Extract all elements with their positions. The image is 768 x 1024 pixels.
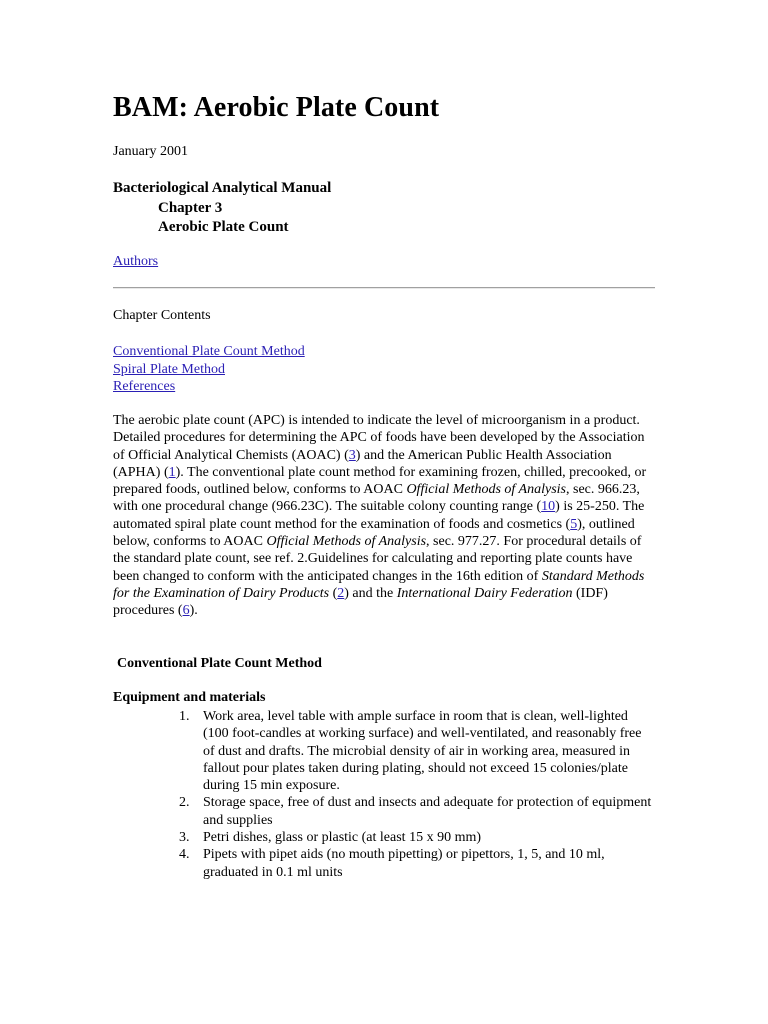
intro-text: The aerobic plate count (APC) is intended to indicate the level of microorganism in a product. Detailed procedures for determining the APC of foods have been developed by the Association of Official Analytical Chemists (AOAC) ( <box>113 413 645 463</box>
intro-text: , sec. 977.27. For procedural details of the standard plate count, see ref. 2.Guidelines for calculating and reporting plate counts have been changed to conform with the anticipated changes in the 16th edition of <box>113 534 642 584</box>
list-item <box>113 829 653 846</box>
toc-link-conventional-plate-count[interactable]: Conventional Plate Count Method <box>113 344 305 359</box>
reference-link-2[interactable]: 2 <box>337 585 345 601</box>
section-heading-conventional-plate-count: Conventional Plate Count Method <box>117 656 322 671</box>
chapter-title: Aerobic Plate Count <box>158 219 289 235</box>
intro-emphasis: Official Methods of Analysis <box>266 534 427 550</box>
list-item-number: 4. <box>179 847 190 863</box>
authors-link-wrapper <box>113 254 158 270</box>
intro-text: ) and the <box>344 585 397 601</box>
list-item-text: Storage space, free of dust and insects and adequate for protection of equipment and supplies <box>203 795 652 828</box>
intro-text: ) and the American Public Health Association (APHA) ( <box>113 447 612 480</box>
intro-emphasis: Official Methods of Analysis <box>406 482 567 498</box>
list-item-number: 2. <box>179 795 190 811</box>
toc-link-spiral-plate-method[interactable]: Spiral Plate Method <box>113 361 225 377</box>
intro-paragraph <box>113 412 658 620</box>
manual-name: Bacteriological Analytical Manual <box>113 180 332 196</box>
publication-date: January 2001 <box>113 144 189 159</box>
intro-text: ). <box>189 603 198 619</box>
equipment-list <box>113 708 658 881</box>
intro-text: ) is 25-250. The automated spiral plate count method for the examination of foods and cosmetics ( <box>113 499 645 532</box>
reference-link-5[interactable]: 5 <box>570 516 578 532</box>
list-item-text: Pipets with pipet aids (no mouth pipetting) or pipettors, 1, 5, and 10 ml, graduated in 0.1 ml units <box>203 847 605 880</box>
subheading-equipment-materials: Equipment and materials <box>113 690 266 705</box>
list-item-number: 1. <box>179 709 190 724</box>
intro-text: (IDF) procedures ( <box>113 585 608 619</box>
intro-emphasis: International Dairy Federation <box>396 585 573 601</box>
chapter-contents-label: Chapter Contents <box>113 308 211 323</box>
page-title: BAM: Aerobic Plate Count <box>113 92 440 123</box>
list-item-number: 3. <box>179 830 190 846</box>
toc-link-references[interactable]: References <box>113 379 176 394</box>
manual-heading-block <box>113 179 331 238</box>
intro-emphasis: Standard Methods for the Examination of Dairy Products <box>113 568 645 601</box>
reference-link-3[interactable]: 3 <box>348 447 356 463</box>
list-item-text: Work area, level table with ample surface in room that is clean, well-lighted (100 foot-candles at working surface) and well-ventilated, and reasonably free of dust and drafts. The microbial density of air in working area, measured in fallout pour plates taken during plating, should not exceed 15 colonies/plate during 15 min exposure. <box>203 709 642 794</box>
chapter-number: Chapter 3 <box>158 199 223 216</box>
list-item-text: Petri dishes, glass or plastic (at least 15 x 90 mm) <box>203 830 482 846</box>
list-item <box>113 794 653 829</box>
list-item <box>113 708 653 794</box>
intro-text: ( <box>329 585 338 601</box>
horizontal-divider <box>113 287 655 289</box>
intro-text: ). The conventional plate count method for examining frozen, chilled, precooked, or prepared foods, outlined below, conforms to AOAC <box>113 464 647 498</box>
reference-link-1[interactable]: 1 <box>168 464 176 480</box>
list-item <box>113 846 653 881</box>
intro-text: ), outlined below, conforms to AOAC <box>113 516 635 550</box>
authors-link[interactable]: Authors <box>113 254 159 269</box>
reference-link-6[interactable]: 6 <box>182 603 190 619</box>
table-of-contents <box>113 343 305 396</box>
intro-text: , sec. 966.23, with one procedural change (966.23C). The suitable colony counting range ( <box>113 482 640 515</box>
reference-link-10[interactable]: 10 <box>541 499 556 515</box>
